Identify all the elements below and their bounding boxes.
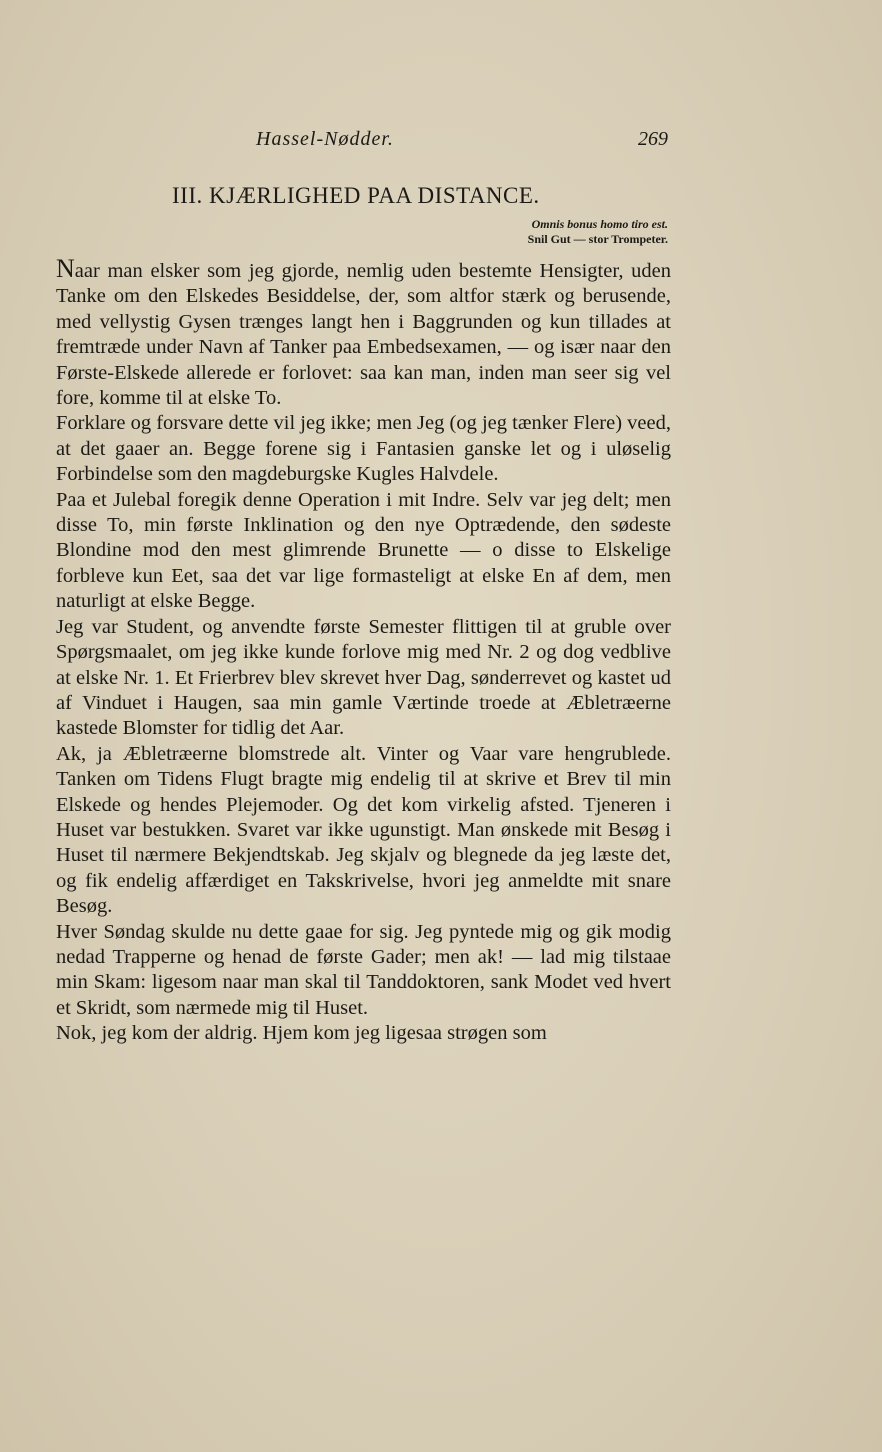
running-title: Hassel-Nødder. xyxy=(256,128,394,150)
page-number: 269 xyxy=(638,128,668,150)
page-header xyxy=(56,128,668,160)
paragraph: Paa et Julebal foregik denne Operation i mit Indre. Selv var jeg delt; men disse To, min første Inklination og den nye Optrædende, den sødeste Blondine mod den mest glimrende Brunette — o disse to Elskelige forbleve kun Eet, saa det var lige formasteligt at elske En af dem, men naturligt at elske Begge. xyxy=(56,488,671,613)
paragraph: Jeg var Student, og anvendte første Semester flittigen til at gruble over Spørgsmaalet, om jeg ikke kunde forlove mig med Nr. 2 og dog vedblive at elske Nr. 1. Et Frierbrev blev skrevet hver Dag, sønderrevet og kastet ud af Vinduet i Haugen, saa min gamle Værtinde troede at Æbletræerne kastede Blomster for tidlig det Aar. xyxy=(56,615,671,740)
paragraph: Forklare og forsvare dette vil jeg ikke; men Jeg (og jeg tænker Flere) veed, at det gaaer an. Begge forene sig i Fantasien ganske let og i uløselig Forbindelse som den magdeburgske Kugles Halvdele. xyxy=(56,412,671,486)
paragraph: Nok, jeg kom der aldrig. Hjem kom jeg ligesaa strøgen som xyxy=(56,1022,547,1045)
chapter-heading: III. KJÆRLIGHED PAA DISTANCE. xyxy=(172,183,540,208)
body-text xyxy=(56,256,671,1047)
epigraph-latin: Omnis bonus homo tiro est. xyxy=(531,217,668,231)
epigraph xyxy=(528,217,668,247)
paragraph: Hver Søndag skulde nu dette gaae for sig. Jeg pyntede mig og gik modig nedad Trapperne og henad de første Gader; men ak! — lad mig tilstaae min Skam: ligesom naar man skal til Tanddoktoren, sank Modet ved hvert et Skridt, som nærmede mig til Huset. xyxy=(56,920,671,1019)
epigraph-danish: Snil Gut — stor Trompeter. xyxy=(527,232,668,246)
paragraph: Naar man elsker som jeg gjorde, nemlig uden bestemte Hensigter, uden Tanke om den Elskedes Besiddelse, der, som altfor stærk og berusende, med vellystig Gysen trænges langt hen i Baggrunden og kun tillades at fremtræde under Navn af Tanker paa Embedsexamen, — og især naar den Første-Elskede allerede er forlovet: saa kan man, inden man seer sig vel fore, komme til at elske To. xyxy=(56,254,671,410)
paragraph: Ak, ja Æbletræerne blomstrede alt. Vinter og Vaar vare hengrublede. Tanken om Tidens Flugt bragte mig endelig til at skrive et Brev til min Elskede og hendes Plejemoder. Og det kom virkelig afsted. Tjeneren i Huset var bestukken. Svaret var ikke ugunstigt. Man ønskede mit Besøg i Huset til nærmere Bekjendtskab. Jeg skjalv og blegnede da jeg læste det, og fik endelig affærdiget en Takskrivelse, hvori jeg anmeldte mit snare Besøg. xyxy=(56,742,671,918)
